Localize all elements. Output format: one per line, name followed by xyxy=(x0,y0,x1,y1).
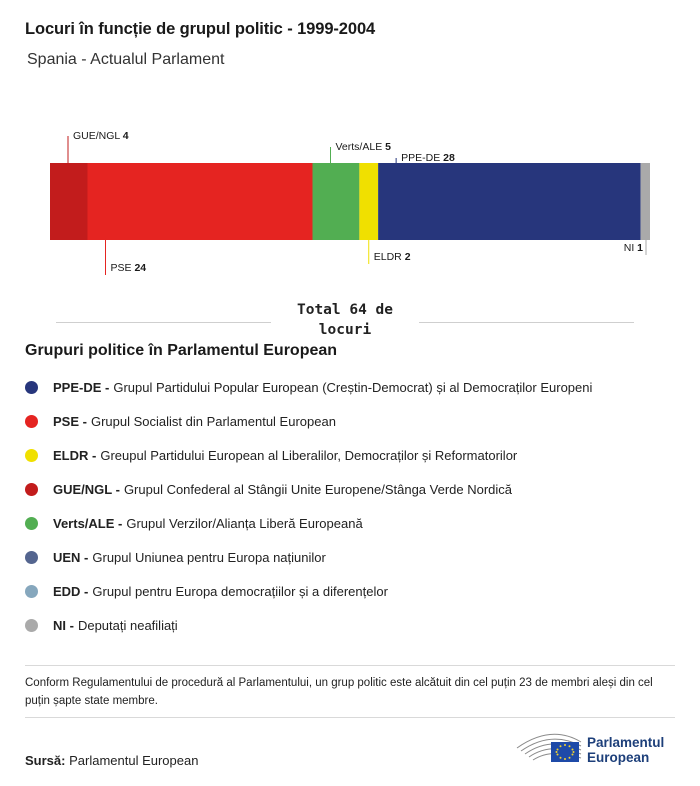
legend-item xyxy=(25,506,685,540)
total-seats xyxy=(56,300,634,342)
legend-swatch xyxy=(25,585,38,598)
legend-swatch xyxy=(25,415,38,428)
legend-desc: Grupul pentru Europa democrațiilor și a diferențelor xyxy=(92,583,388,599)
legend-abbr: NI - xyxy=(53,617,74,633)
divider xyxy=(25,665,675,666)
legend-swatch xyxy=(25,381,38,394)
legend-swatch xyxy=(25,483,38,496)
legend xyxy=(25,370,685,642)
legend-title: Grupuri politice în Parlamentul European xyxy=(25,342,338,359)
legend-abbr: Verts/ALE - xyxy=(53,515,123,531)
legend-item xyxy=(25,472,685,506)
total-divider-left xyxy=(56,322,271,323)
legend-abbr: PSE - xyxy=(53,413,87,429)
legend-desc: Grupul Verzilor/Alianța Liberă Europeană xyxy=(126,515,363,531)
legend-desc: Grupul Partidului Popular European (Creștin-Democrat) și al Democraților Europeni xyxy=(113,379,593,395)
legend-abbr: EDD - xyxy=(53,583,89,599)
segment-label-eldr: ELDR 2 xyxy=(373,251,411,263)
legend-swatch xyxy=(25,449,38,462)
total-seats-label: Total 64 de locuri xyxy=(296,302,394,338)
legend-swatch xyxy=(25,517,38,530)
chart-subtitle: Spania - Actualul Parlament xyxy=(27,51,225,68)
bar-segment-eldr xyxy=(359,163,378,240)
footnote: Conform Regulamentului de procedură al Parlamentului, un grup politic este alcătuit din cel puțin 23 de membri aleși din cel puțin șapte state membre. xyxy=(25,677,653,707)
legend-abbr: PPE-DE - xyxy=(53,379,110,395)
logo-text xyxy=(587,735,664,765)
logo-line2: European xyxy=(587,750,650,765)
source-value: Parlamentul European xyxy=(69,753,199,768)
segment-label-pse: PSE 24 xyxy=(110,262,147,274)
legend-abbr: ELDR - xyxy=(53,447,97,463)
legend-item xyxy=(25,438,685,472)
logo-line1: Parlamentul xyxy=(587,735,665,750)
bar-segment-ppe-de xyxy=(378,163,641,240)
legend-swatch xyxy=(25,619,38,632)
legend-desc: Grupul Confederal al Stângii Unite Europene/Stânga Verde Nordică xyxy=(123,481,513,497)
legend-item xyxy=(25,608,685,642)
source xyxy=(25,753,198,768)
segment-label-ppe-de: PPE-DE 28 xyxy=(401,152,455,164)
legend-desc: Deputați neafiliați xyxy=(77,617,178,633)
legend-item xyxy=(25,574,685,608)
legend-item xyxy=(25,540,685,574)
bar-segment-pse xyxy=(88,163,313,240)
segment-label-gue-ngl: GUE/NGL 4 xyxy=(73,130,129,142)
source-label: Sursă: xyxy=(25,753,66,768)
legend-item xyxy=(25,404,685,438)
seat-bar-chart xyxy=(0,120,700,290)
legend-swatch xyxy=(25,551,38,564)
divider xyxy=(25,717,675,718)
legend-desc: Greupul Partidului European al Liberalilor, Democraților și Reformatorilor xyxy=(100,447,518,463)
legend-desc: Grupul Uniunea pentru Europa națiunilor xyxy=(92,549,326,565)
legend-item xyxy=(25,370,685,404)
bar-segment-ni xyxy=(641,163,650,240)
legend-abbr: GUE/NGL - xyxy=(53,481,120,497)
legend-abbr: UEN - xyxy=(53,549,89,565)
segment-label-verts-ale: Verts/ALE 5 xyxy=(335,141,391,153)
segment-label-ni: NI 1 xyxy=(623,242,643,254)
legend-desc: Grupul Socialist din Parlamentul European xyxy=(90,413,336,429)
total-divider-right xyxy=(419,322,634,323)
bar-segment-verts-ale xyxy=(313,163,360,240)
bar-segment-gue-ngl xyxy=(50,163,88,240)
chart-title: Locuri în funcție de grupul politic - 1999-2004 xyxy=(25,20,376,38)
